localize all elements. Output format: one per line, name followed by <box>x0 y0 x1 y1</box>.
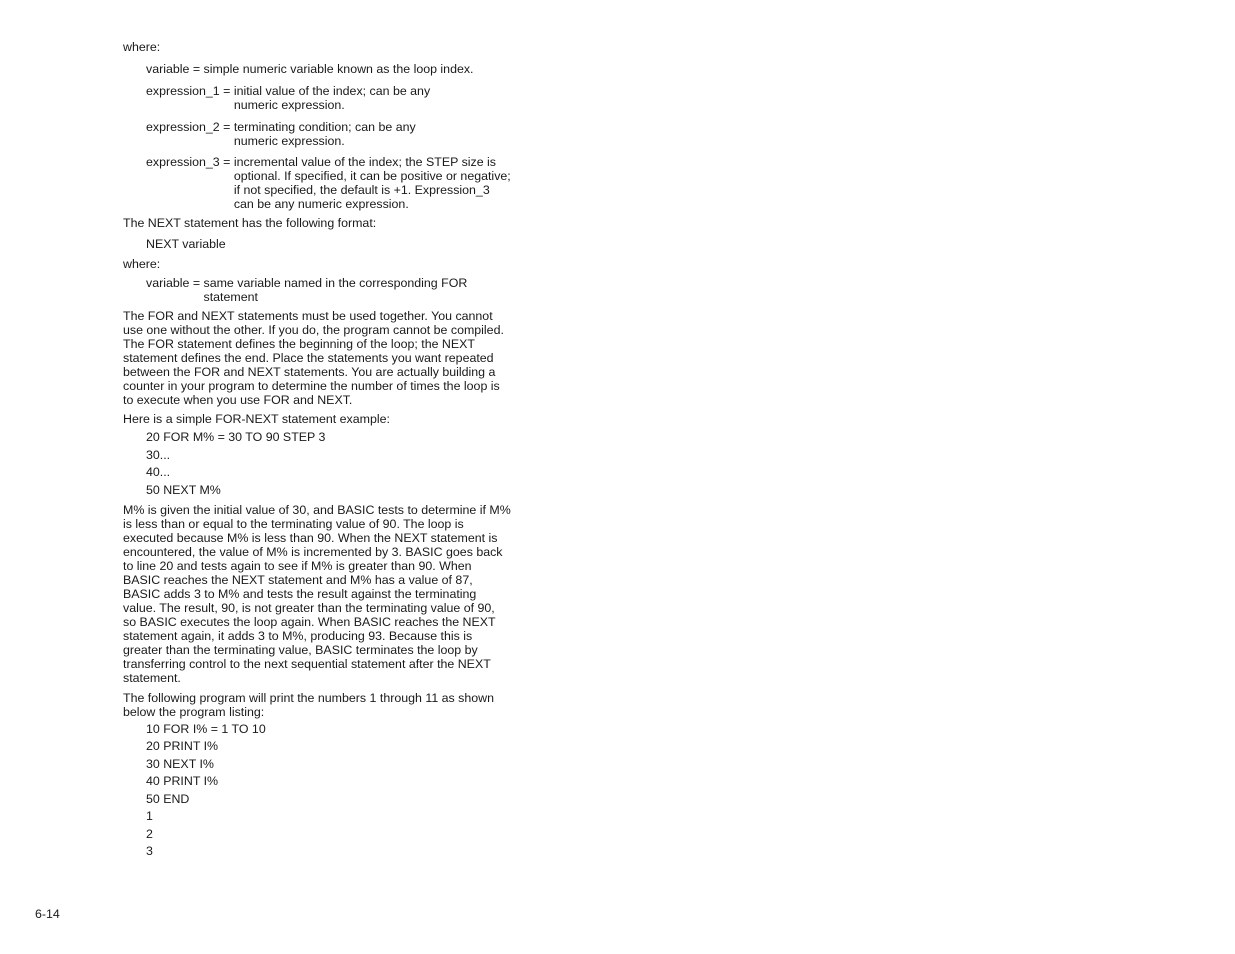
def-desc: initial value of the index; can be any numeric expression. <box>233 84 431 112</box>
def-desc: terminating condition; can be any numeric expression. <box>233 120 416 148</box>
paragraph-explanation: M% is given the initial value of 30, and BASIC tests to determine if M% is less than or equal to the terminating value of 90. The loop is executed because M% is less than 90. When the NEXT statement is encountered, the value of M% is incremented by 3. BASIC goes back to line 20 and tests again to see if M% is greater than 90. When BASIC reaches the NEXT statement and M% has a value of 87, BASIC adds 3 to M% and tests the result against the terminating value. The result, 90, is not greater than the terminating value of 90, so BASIC executes the loop again. When BASIC reaches the NEXT statement again, it adds 3 to M%, producing 93. Because this is greater than the terminating value, BASIC terminates the loop by transferring control to the next sequential statement after the NEXT statement. <box>123 502 511 685</box>
def-desc: same variable named in the corresponding FOR statement <box>203 276 468 304</box>
next-format: NEXT variable <box>146 237 226 251</box>
paragraph-for-next: The FOR and NEXT statements must be used together. You cannot use one without the other. If you do, the program cannot be compiled. The FOR statement defines the beginning of the loop; the NEXT statement defines the end. Place the statements you want repeated between the FOR and NEXT statements. You are actually building a counter in your program to determine the number of times the loop is to execute when you use FOR and NEXT. <box>123 309 504 407</box>
def-term: expression_3 = <box>146 155 234 169</box>
def-term: variable = <box>146 62 204 76</box>
def-expression-1 <box>123 84 511 112</box>
where-label: where: <box>123 40 161 54</box>
program-line: 10 FOR I% = 1 TO 10 <box>146 721 266 736</box>
def-expression-2 <box>123 120 511 148</box>
program-line: 20 PRINT I% <box>146 739 219 753</box>
program-line: 40 PRINT I% <box>146 774 219 788</box>
example-line: 40... <box>146 465 171 479</box>
output-line: 2 <box>146 826 153 841</box>
def-term: variable = <box>146 276 204 290</box>
output-line: 3 <box>146 844 153 858</box>
where-label-2: where: <box>123 257 161 271</box>
example-line: 50 NEXT M% <box>146 482 221 497</box>
def-expression-3 <box>123 155 511 211</box>
program-intro: The following program will print the numbers 1 through 11 as shown below the program listing: <box>123 690 494 719</box>
example-line: 20 FOR M% = 30 TO 90 STEP 3 <box>146 430 326 444</box>
def-desc: simple numeric variable known as the loop index. <box>203 62 474 76</box>
example-line: 30... <box>146 447 171 462</box>
output-line: 1 <box>146 809 153 823</box>
page-content <box>123 40 511 858</box>
program-line: 50 END <box>146 791 190 806</box>
def-variable <box>123 62 511 76</box>
def-term: expression_2 = <box>146 120 234 134</box>
program-line: 30 NEXT I% <box>146 756 214 771</box>
page-number: 6-14 <box>35 907 60 921</box>
def-term: expression_1 = <box>146 84 234 98</box>
example-intro: Here is a simple FOR-NEXT statement example: <box>123 412 390 426</box>
next-format-intro: The NEXT statement has the following format: <box>123 216 377 230</box>
def-desc: incremental value of the index; the STEP size is optional. If specified, it can be positive or negative; if not specified, the default is +1. Expression_3 can be any numeric expression. <box>233 155 511 211</box>
def-next-variable <box>123 276 511 304</box>
